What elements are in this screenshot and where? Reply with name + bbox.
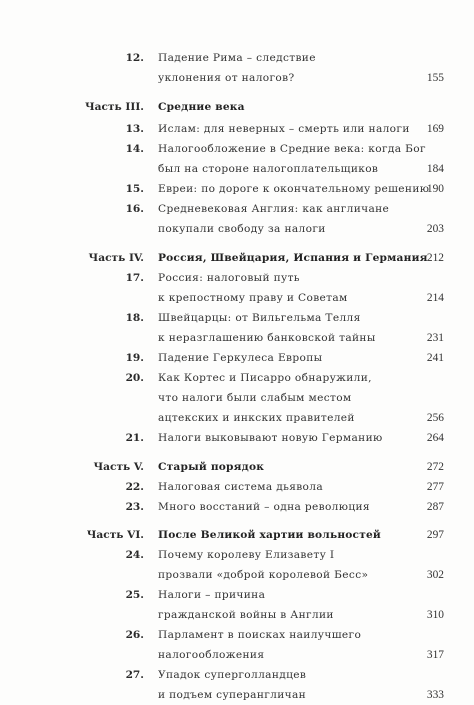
toc-part-label: Часть VI. [86,529,144,541]
toc-part-title: После Великой хартии вольностей [158,529,381,541]
toc-chapter-title: Много восстаний – одна революция [158,501,370,513]
toc-part-label: Часть IV. [88,252,144,264]
toc-part-row [0,248,474,268]
toc-page-number: 333 [426,689,444,701]
toc-entry-row [0,139,474,159]
toc-chapter-title: Почему королеву Елизавету I [158,549,335,561]
toc-page-number: 231 [426,332,444,344]
toc-chapter-title: Упадок суперголландцев [158,669,307,681]
toc-chapter-title: Падение Рима – следствие [158,52,316,64]
toc-page-number: 241 [426,352,444,364]
toc-entry-row [0,268,474,288]
toc-entry-row [0,605,474,625]
toc-chapter-title: Налоги выковывают новую Германию [158,432,383,444]
toc-chapter-title: и подъем суперангличан [158,689,307,701]
toc-page-number: 317 [426,649,444,661]
toc-entry-row [0,179,474,199]
toc-chapter-number: 23. [125,501,144,513]
toc-chapter-number: 26. [125,629,144,641]
toc-entry-row [0,328,474,348]
toc-part-label: Часть V. [93,461,144,473]
toc-entry-row [0,408,474,428]
toc-chapter-title: Как Кортес и Писарро обнаружили, [158,372,372,384]
toc-page-number: 310 [426,609,444,621]
toc-chapter-title: прозвали «доброй королевой Бесс» [158,569,369,581]
toc-chapter-title: гражданской войны в Англии [158,609,334,621]
toc-part-title: Средние века [158,101,245,113]
toc-entry-row [0,159,474,179]
toc-chapter-title: покупали свободу за налоги [158,223,326,235]
toc-entry-row [0,68,474,88]
toc-page-number: 272 [426,461,444,473]
toc-entry-row [0,308,474,328]
toc-chapter-title: Швейцарцы: от Вильгельма Телля [158,312,361,324]
toc-page-number: 264 [426,432,444,444]
toc-page-number: 190 [426,183,444,195]
toc-entry-row [0,219,474,239]
toc-entry-row [0,48,474,68]
toc-entry-row [0,565,474,585]
toc-part-title: Россия, Швейцария, Испания и Германия [158,252,428,264]
toc-part-row [0,525,474,545]
toc-entry-row [0,388,474,408]
toc-page-number: 214 [426,292,444,304]
toc-entry-row [0,625,474,645]
toc-page-number: 169 [426,123,444,135]
toc-part-title: Старый порядок [158,461,265,473]
toc-chapter-number: 20. [125,372,144,384]
toc-chapter-number: 19. [125,352,144,364]
toc-page-number: 277 [426,481,444,493]
toc-page-number: 302 [426,569,444,581]
toc-chapter-number: 27. [125,669,144,681]
toc-part-row [0,97,474,117]
toc-entry-row [0,199,474,219]
toc-chapter-number: 17. [125,272,144,284]
toc-chapter-title: был на стороне налогоплательщиков [158,163,379,175]
toc-entry-row [0,685,474,705]
toc-entry-row [0,368,474,388]
toc-entry-row [0,288,474,308]
toc-chapter-title: Налоги – причина [158,589,266,601]
toc-part-label: Часть III. [85,101,144,113]
toc-chapter-title: Евреи: по дороге к окончательному решению [158,183,430,195]
toc-chapter-number: 21. [125,432,144,444]
toc-chapter-title: уклонения от налогов? [158,72,295,84]
toc-entry-row [0,477,474,497]
toc-entry-row [0,545,474,565]
toc-chapter-title: ацтекских и инкских правителей [158,412,355,424]
toc-entry-row [0,119,474,139]
toc-page-number: 212 [426,252,444,264]
toc-part-row [0,457,474,477]
toc-chapter-number: 18. [125,312,144,324]
toc-chapter-number: 16. [125,203,144,215]
toc-chapter-title: что налоги были слабым местом [158,392,352,404]
toc-entry-row [0,497,474,517]
toc-entry-row [0,348,474,368]
toc-chapter-title: к неразглашению банковской тайны [158,332,376,344]
toc-entry-row [0,585,474,605]
toc-page-number: 297 [426,529,444,541]
toc-chapter-title: Налоговая система дьявола [158,481,324,493]
toc-page-number: 287 [426,501,444,513]
toc-chapter-title: к крепостному праву и Советам [158,292,348,304]
toc-chapter-number: 13. [125,123,144,135]
toc-chapter-number: 25. [125,589,144,601]
toc-chapter-number: 12. [125,52,144,64]
toc-chapter-title: Россия: налоговый путь [158,272,300,284]
toc-entry-row [0,645,474,665]
toc-chapter-number: 15. [125,183,144,195]
toc-chapter-number: 24. [125,549,144,561]
toc-chapter-title: Парламент в поисках наилучшего [158,629,362,641]
toc-chapter-title: налогообложения [158,649,265,661]
toc-page-number: 256 [426,412,444,424]
toc-page-number: 203 [426,223,444,235]
toc-page-number: 184 [426,163,444,175]
toc-chapter-number: 14. [125,143,144,155]
toc-entry-row [0,665,474,685]
toc-chapter-number: 22. [125,481,144,493]
toc-page-number: 155 [426,72,444,84]
toc-chapter-title: Налогообложение в Средние века: когда Бог [158,143,426,155]
toc-chapter-title: Падение Геркулеса Европы [158,352,323,364]
toc-chapter-title: Ислам: для неверных – смерть или налоги [158,123,410,135]
toc-entry-row [0,428,474,448]
toc-chapter-title: Средневековая Англия: как англичане [158,203,390,215]
